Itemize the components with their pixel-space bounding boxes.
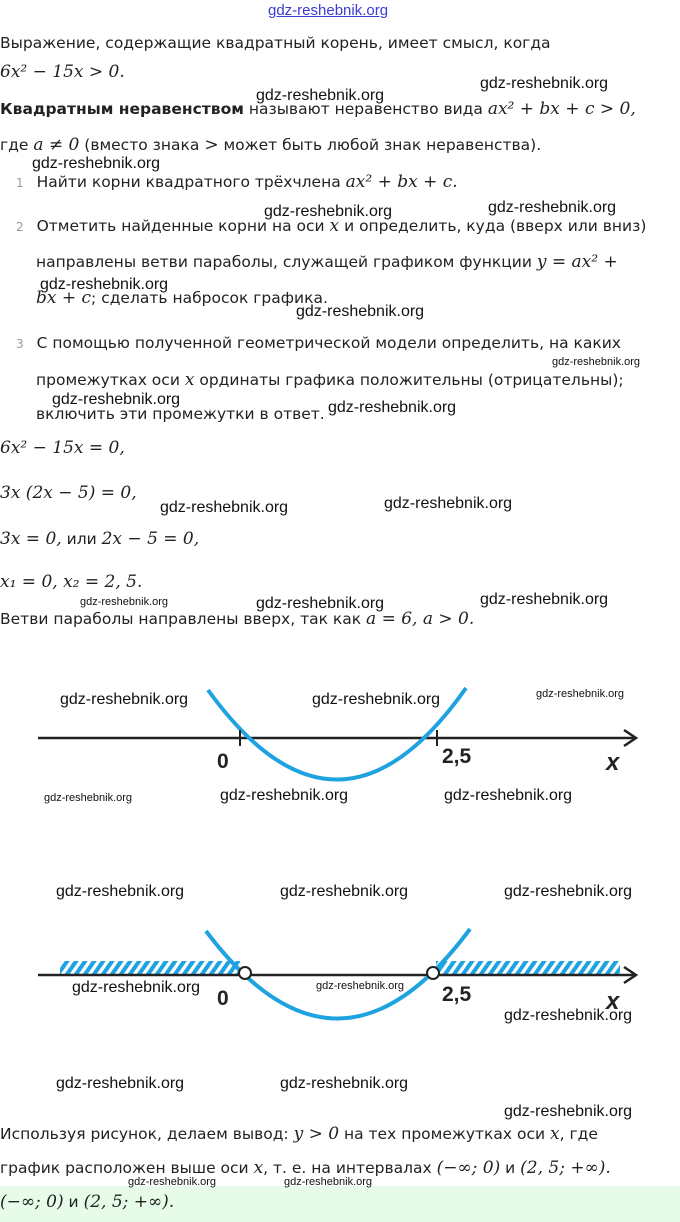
- answer-and: и: [63, 1193, 84, 1211]
- watermark: gdz-reshebnik.org: [444, 787, 573, 804]
- conclusion-math: y > 0: [293, 1124, 340, 1144]
- equation-part: 2x − 5 = 0,: [101, 529, 200, 549]
- step-text: промежутках оси: [36, 371, 185, 389]
- step-number: 1: [16, 176, 24, 190]
- answer-interval: (2, 5; +∞).: [83, 1192, 175, 1212]
- intro-text: Выражение, содержащие квадратный корень, имеет смысл, когда: [0, 34, 551, 52]
- watermark: gdz-reshebnik.org: [80, 596, 169, 608]
- label-root: 2,5: [442, 983, 472, 1006]
- equation-part: 3x = 0,: [0, 529, 62, 549]
- watermark: gdz-reshebnik.org: [284, 1176, 373, 1188]
- conclusion-interval: (−∞; 0): [436, 1158, 501, 1178]
- step-text: С помощью полученной геометрической модели определить, на каких: [36, 334, 621, 352]
- conclusion-line-1: [0, 1124, 598, 1144]
- intro-condition: 6x² − 15x > 0.: [0, 62, 125, 82]
- step-3-line-3: включить эти промежутки в ответ.: [36, 405, 325, 423]
- watermark: gdz-reshebnik.org: [480, 75, 609, 92]
- label-x: x: [606, 988, 620, 1015]
- site-header-link[interactable]: gdz-reshebnik.org: [268, 2, 389, 19]
- conclusion-text: Используя рисунок, делаем вывод:: [0, 1125, 294, 1143]
- step-1: [16, 172, 458, 192]
- step-number: 2: [16, 220, 24, 234]
- equation-or: или: [61, 530, 102, 548]
- step-3-line-1: [16, 334, 621, 352]
- step-math: bx + c: [36, 288, 92, 308]
- step-math: x: [184, 370, 195, 390]
- conclusion-text: график расположен выше оси: [0, 1159, 254, 1177]
- definition-formula: ax² + bx + c > 0,: [487, 99, 636, 119]
- watermark: gdz-reshebnik.org: [160, 499, 289, 516]
- watermark: gdz-reshebnik.org: [32, 155, 161, 172]
- watermark: gdz-reshebnik.org: [312, 691, 441, 708]
- definition-term: Квадратным неравенством: [0, 100, 244, 118]
- branches-text: [0, 609, 474, 629]
- watermark: gdz-reshebnik.org: [480, 591, 609, 608]
- step-text: ; сделать набросок графика.: [91, 289, 328, 307]
- definition-text: называют неравенство вида: [243, 100, 488, 118]
- watermark: gdz-reshebnik.org: [40, 276, 169, 293]
- watermark: gdz-reshebnik.org: [264, 203, 393, 220]
- step-math: x: [329, 216, 340, 236]
- equation-roots: x₁ = 0, x₂ = 2, 5.: [0, 572, 143, 592]
- watermark: gdz-reshebnik.org: [536, 688, 625, 700]
- step-text: и определить, куда (вверх или вниз): [339, 217, 647, 235]
- watermark: gdz-reshebnik.org: [56, 883, 185, 900]
- equation-2: 3x (2x − 5) = 0,: [0, 483, 137, 503]
- label-zero: 0: [217, 750, 229, 773]
- watermark: gdz-reshebnik.org: [56, 1075, 185, 1092]
- watermark: gdz-reshebnik.org: [52, 391, 181, 408]
- step-number: 3: [16, 337, 24, 351]
- hatch-left-interval: [60, 961, 240, 975]
- hatch-right-interval: [436, 961, 620, 975]
- branches-label: Ветви параболы направлены вверх, так как: [0, 610, 367, 628]
- label-x: x: [606, 749, 620, 776]
- answer-text: [0, 1192, 174, 1212]
- step-math: ax² + bx + c.: [345, 172, 458, 192]
- watermark: gdz-reshebnik.org: [504, 1007, 633, 1024]
- watermark: gdz-reshebnik.org: [504, 883, 633, 900]
- conclusion-interval: (2, 5; +∞).: [520, 1158, 611, 1178]
- conclusion-math: x: [253, 1158, 264, 1178]
- definition-sign: >: [204, 135, 219, 155]
- definition-note-a: (вместо знака: [79, 136, 205, 154]
- step-text: Отметить найденные корни на оси: [36, 217, 330, 235]
- watermark: gdz-reshebnik.org: [72, 979, 201, 996]
- conclusion-line-2: [0, 1158, 611, 1178]
- definition-line-2: [0, 135, 541, 155]
- watermark: gdz-reshebnik.org: [220, 787, 349, 804]
- equation-1: 6x² − 15x = 0,: [0, 438, 125, 458]
- label-zero: 0: [217, 987, 229, 1010]
- watermark: gdz-reshebnik.org: [504, 1103, 633, 1120]
- watermark: gdz-reshebnik.org: [128, 1176, 217, 1188]
- conclusion-text: на тех промежутках оси: [339, 1125, 551, 1143]
- equation-3: [0, 529, 199, 549]
- watermark: gdz-reshebnik.org: [296, 303, 425, 320]
- watermark: gdz-reshebnik.org: [256, 595, 385, 612]
- label-root: 2,5: [442, 745, 472, 768]
- step-2-line-2: [36, 252, 618, 272]
- watermark: gdz-reshebnik.org: [488, 199, 617, 216]
- definition-note-b: может быть любой знак неравенства).: [218, 136, 542, 154]
- definition-where: где: [0, 136, 34, 154]
- watermark: gdz-reshebnik.org: [328, 399, 457, 416]
- conclusion-text: и: [500, 1159, 521, 1177]
- watermark: gdz-reshebnik.org: [280, 1075, 409, 1092]
- watermark: gdz-reshebnik.org: [44, 792, 133, 804]
- conclusion-math: x: [550, 1124, 560, 1144]
- step-text: направлены ветви параболы, служащей графиком функции: [36, 253, 537, 271]
- open-point-root: [427, 967, 439, 979]
- definition-condition: a ≠ 0: [33, 135, 80, 155]
- step-3-line-2: [36, 370, 624, 390]
- watermark: gdz-reshebnik.org: [60, 691, 189, 708]
- watermark: gdz-reshebnik.org: [316, 980, 405, 992]
- watermark: gdz-reshebnik.org: [552, 356, 641, 368]
- branches-math: a = 6, a > 0.: [366, 609, 475, 629]
- step-text: Найти корни квадратного трёхчлена: [36, 173, 346, 191]
- conclusion-text: , где: [559, 1125, 598, 1143]
- step-math: y = ax² +: [536, 252, 618, 272]
- conclusion-text: , т. е. на интервалах: [263, 1159, 437, 1177]
- watermark: gdz-reshebnik.org: [280, 883, 409, 900]
- watermark: gdz-reshebnik.org: [384, 495, 513, 512]
- step-text: ординаты графика положительны (отрицательны);: [194, 371, 624, 389]
- answer-interval: (−∞; 0): [0, 1192, 64, 1212]
- watermark: gdz-reshebnik.org: [256, 87, 385, 104]
- open-point-zero: [239, 967, 251, 979]
